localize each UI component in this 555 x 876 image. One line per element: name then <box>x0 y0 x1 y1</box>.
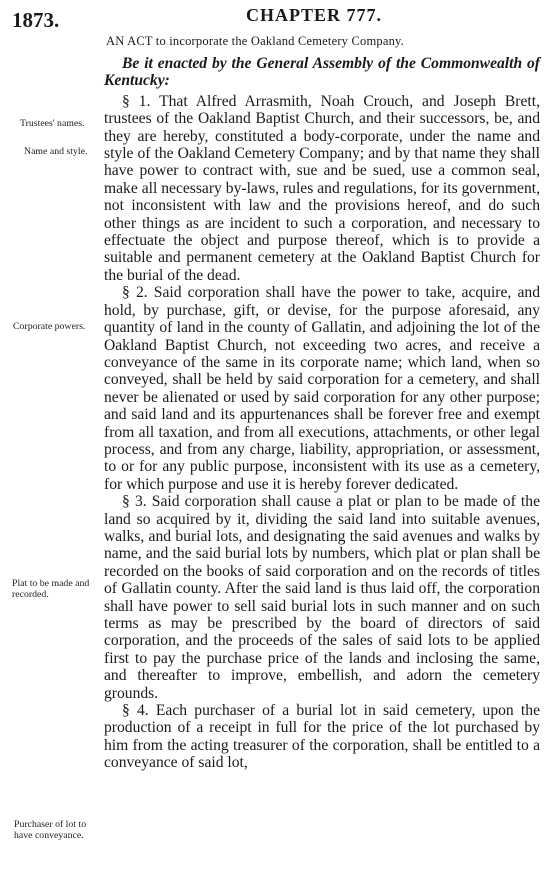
enacting-clause: Be it enacted by the General Assembly of the Commonwealth of Kentucky: <box>104 55 540 90</box>
margin-note-corporate-powers: Corporate powers. <box>13 321 86 332</box>
section-1: § 1. That Alfred Arrasmith, Noah Crouch, and Joseph Brett, trustees of the Oakland Baptist Church, and their successors, be, and they are hereby, constituted a body-corporate, under the name and style of the Oakland Cemetery Company; and by that name they shall have power to contract with, sue and be sued, use a common seal, make all necessary by-laws, rules and regulations, for its government, not inconsistent with law and the provisions hereof, and do such other things as are incident to such a corporation, and necessary to effectuate the object and purpose thereof, which is to provide a suitable and permanent cemetery at the Oakland Baptist Church for the burial of the dead. <box>104 92 540 284</box>
margin-note-plat: Plat to be made and recorded. <box>12 578 90 600</box>
chapter-heading: CHAPTER 777. <box>246 5 383 25</box>
margin-note-purchaser: Purchaser of lot to have conveyance. <box>14 819 87 841</box>
margin-note-trustees: Trustees' names. <box>20 118 85 129</box>
act-title: AN ACT to incorporate the Oakland Cemetery Company. <box>106 34 404 48</box>
page-year: 1873. <box>12 8 60 32</box>
statute-body <box>104 55 540 772</box>
section-3: § 3. Said corporation shall cause a plat or plan to be made of the land so acquired by it, dividing the said land into suitable avenues, walks, and burial lots, and designating the said avenues and walks by name, and the said burial lots by numbers, which plat or plan shall be recorded on the books of said corporation and on the records of titles of Gallatin county. After the said land is thus laid off, the corporation shall have power to sell said burial lots in such manner and on such terms as may be prescribed by the board of directors of said corporation, and the proceeds of the sales of said lots to be applied first to pay the purchase price of the lands and inclosing the same, and thereafter to improve, embellish, and adorn the cemetery grounds. <box>104 493 540 702</box>
section-4: § 4. Each purchaser of a burial lot in said cemetery, upon the production of a receipt in full for the price of the lot purchased by him from the acting treasurer of the corporation, shall be entitled to a conveyance of said lot, <box>104 702 540 772</box>
section-2: § 2. Said corporation shall have the power to take, acquire, and hold, by purchase, gift, or devise, for the purpose aforesaid, any quantity of land in the county of Gallatin, and adjoining the lot of the Oakland Baptist Church, not exceeding two acres, and receive a conveyance of the same in its corporate name; which land, when so conveyed, shall be held by said corporation for a cemetery, and shall never be alienated or used by said corporation for any other purpose; and said land and its appurtenances shall be forever free and exempt from all taxation, and from all executions, attachments, or other legal process, and from any charge, liability, appropriation, or assessment, to or for any public purpose, inconsistent with its use as a cemetery, for which purpose and use it is hereby forever dedicated. <box>104 284 540 493</box>
margin-note-name-style: Name and style. <box>24 146 88 157</box>
